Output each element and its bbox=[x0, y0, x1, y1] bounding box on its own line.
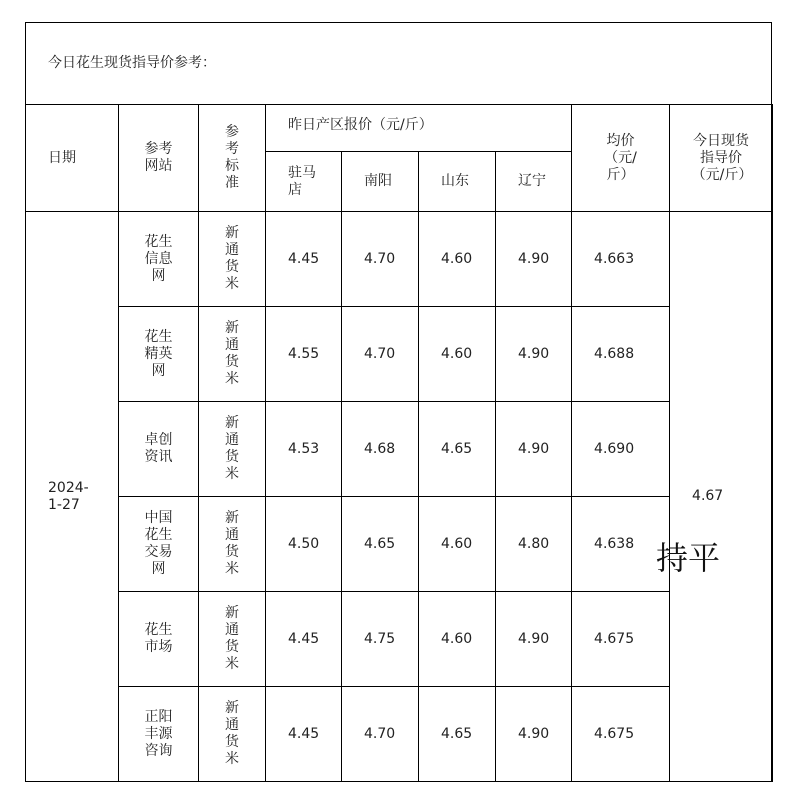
today-price-cell: 4.67 bbox=[670, 212, 773, 782]
price-cell: 4.65 bbox=[342, 497, 419, 592]
price-cell: 4.90 bbox=[496, 687, 572, 782]
table-row bbox=[26, 687, 773, 782]
header-yesterday-group: 昨日产区报价（元/斤） bbox=[266, 105, 572, 152]
avg-cell: 4.638 bbox=[572, 497, 670, 592]
date-cell: 2024-1-27 bbox=[26, 212, 119, 782]
header-region: 辽宁 bbox=[496, 152, 572, 212]
header-region: 南阳 bbox=[342, 152, 419, 212]
price-cell: 4.90 bbox=[496, 592, 572, 687]
price-cell: 4.50 bbox=[266, 497, 342, 592]
header-standard: 参考标准 bbox=[199, 105, 266, 212]
table-row bbox=[26, 592, 773, 687]
header-date: 日期 bbox=[26, 105, 119, 212]
price-cell: 4.60 bbox=[419, 212, 496, 307]
header-region: 山东 bbox=[419, 152, 496, 212]
site-cell: 正阳丰源咨询 bbox=[119, 687, 199, 782]
site-cell: 卓创资讯 bbox=[119, 402, 199, 497]
avg-cell: 4.688 bbox=[572, 307, 670, 402]
header-today-guide: 今日现货指导价（元/斤） bbox=[670, 105, 773, 212]
avg-cell: 4.663 bbox=[572, 212, 670, 307]
avg-cell: 4.675 bbox=[572, 592, 670, 687]
price-cell: 4.60 bbox=[419, 497, 496, 592]
standard-cell: 新通货米 bbox=[199, 497, 266, 592]
table-row bbox=[26, 402, 773, 497]
standard-cell: 新通货米 bbox=[199, 307, 266, 402]
price-cell: 4.68 bbox=[342, 402, 419, 497]
standard-cell: 新通货米 bbox=[199, 212, 266, 307]
price-cell: 4.90 bbox=[496, 307, 572, 402]
price-cell: 4.45 bbox=[266, 687, 342, 782]
table-row bbox=[26, 307, 773, 402]
price-cell: 4.55 bbox=[266, 307, 342, 402]
site-cell: 花生精英网 bbox=[119, 307, 199, 402]
page-title: 今日花生现货指导价参考： bbox=[48, 55, 216, 71]
standard-cell: 新通货米 bbox=[199, 687, 266, 782]
site-cell: 花生信息网 bbox=[119, 212, 199, 307]
price-table bbox=[25, 104, 773, 782]
price-cell: 4.65 bbox=[419, 402, 496, 497]
price-cell: 4.60 bbox=[419, 307, 496, 402]
standard-cell: 新通货米 bbox=[199, 592, 266, 687]
header-site: 参考网站 bbox=[119, 105, 199, 212]
price-cell: 4.65 bbox=[419, 687, 496, 782]
price-cell: 4.80 bbox=[496, 497, 572, 592]
price-cell: 4.70 bbox=[342, 307, 419, 402]
price-cell: 4.75 bbox=[342, 592, 419, 687]
standard-cell: 新通货米 bbox=[199, 402, 266, 497]
header-region: 驻马店 bbox=[266, 152, 342, 212]
price-cell: 4.70 bbox=[342, 212, 419, 307]
trend-label: 持平 bbox=[656, 539, 721, 577]
price-cell: 4.60 bbox=[419, 592, 496, 687]
price-cell: 4.45 bbox=[266, 212, 342, 307]
price-cell: 4.70 bbox=[342, 687, 419, 782]
price-cell: 4.45 bbox=[266, 592, 342, 687]
price-table-frame bbox=[25, 22, 772, 782]
header-row-1 bbox=[26, 105, 773, 152]
table-row bbox=[26, 212, 773, 307]
site-cell: 中国花生交易网 bbox=[119, 497, 199, 592]
header-avg: 均价（元/斤） bbox=[572, 105, 670, 212]
price-cell: 4.90 bbox=[496, 402, 572, 497]
price-cell: 4.53 bbox=[266, 402, 342, 497]
title-row bbox=[26, 23, 771, 105]
avg-cell: 4.675 bbox=[572, 687, 670, 782]
avg-cell: 4.690 bbox=[572, 402, 670, 497]
price-cell: 4.90 bbox=[496, 212, 572, 307]
site-cell: 花生市场 bbox=[119, 592, 199, 687]
